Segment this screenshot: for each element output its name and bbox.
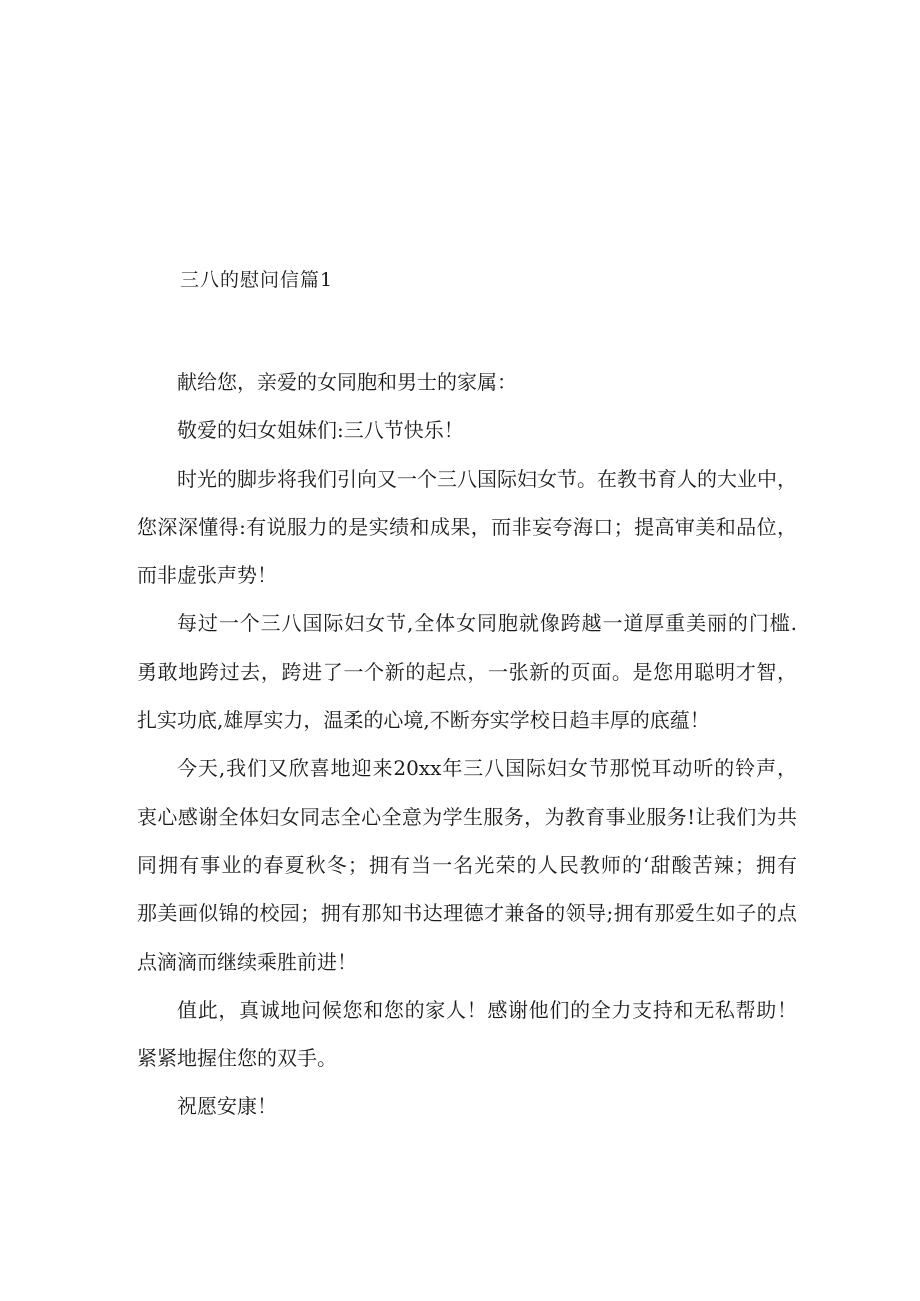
paragraph-3-line-2: 衷心感谢全体妇女同志全心全意为学生服务，为教育事业服务!让我们为共 [137, 804, 797, 829]
paragraph-1-line-2: 您深深懂得:有说服力的是实绩和成果，而非妄夸海口；提高审美和品位， [137, 514, 797, 539]
paragraph-4-line-2: 紧紧地握住您的双手。 [137, 1046, 337, 1071]
paragraph-2-line-3: 扎实功底,雄厚实力，温柔的心境,不断夯实学校日趋丰厚的底蕴！ [137, 708, 710, 733]
paragraph-1-line-1: 时光的脚步将我们引向又一个三八国际妇女节。在教书育人的大业中， [177, 466, 797, 491]
paragraph-3-line-3: 同拥有事业的春夏秋冬；拥有当一名光荣的人民教师的‘甜酸苦辣；拥有 [137, 852, 797, 877]
letter-body [137, 358, 797, 1131]
salutation-line: 献给您，亲爱的女同胞和男士的家属： [177, 370, 517, 394]
paragraph-3-line-5: 点滴滴而继续乘胜前进！ [137, 949, 357, 974]
paragraph-3-line-4: 那美画似锦的校园；拥有那知书达理德才兼备的领导;拥有那爱生如子的点 [137, 901, 797, 926]
paragraph-1-line-3: 而非虚张声势！ [137, 563, 277, 588]
paragraph-2-line-2: 勇敢地跨过去，跨进了一个新的起点，一张新的页面。是您用聪明才智， [137, 659, 797, 684]
paragraph-3-line-1: 今天,我们又欣喜地迎来20xx年三八国际妇女节那悦耳动听的铃声， [177, 756, 797, 781]
paragraph-4-line-1: 值此，真诚地问候您和您的家人！感谢他们的全力支持和无私帮助！ [177, 997, 797, 1022]
greeting-line: 敬爱的妇女姐妹们:三八节快乐！ [177, 418, 464, 443]
closing-line: 祝愿安康！ [177, 1094, 277, 1119]
letter-title: 三八的慰问信篇1 [180, 269, 334, 291]
paragraph-2-line-1: 每过一个三八国际妇女节,全体女同胞就像跨越一道厚重美丽的门槛. [177, 611, 797, 636]
